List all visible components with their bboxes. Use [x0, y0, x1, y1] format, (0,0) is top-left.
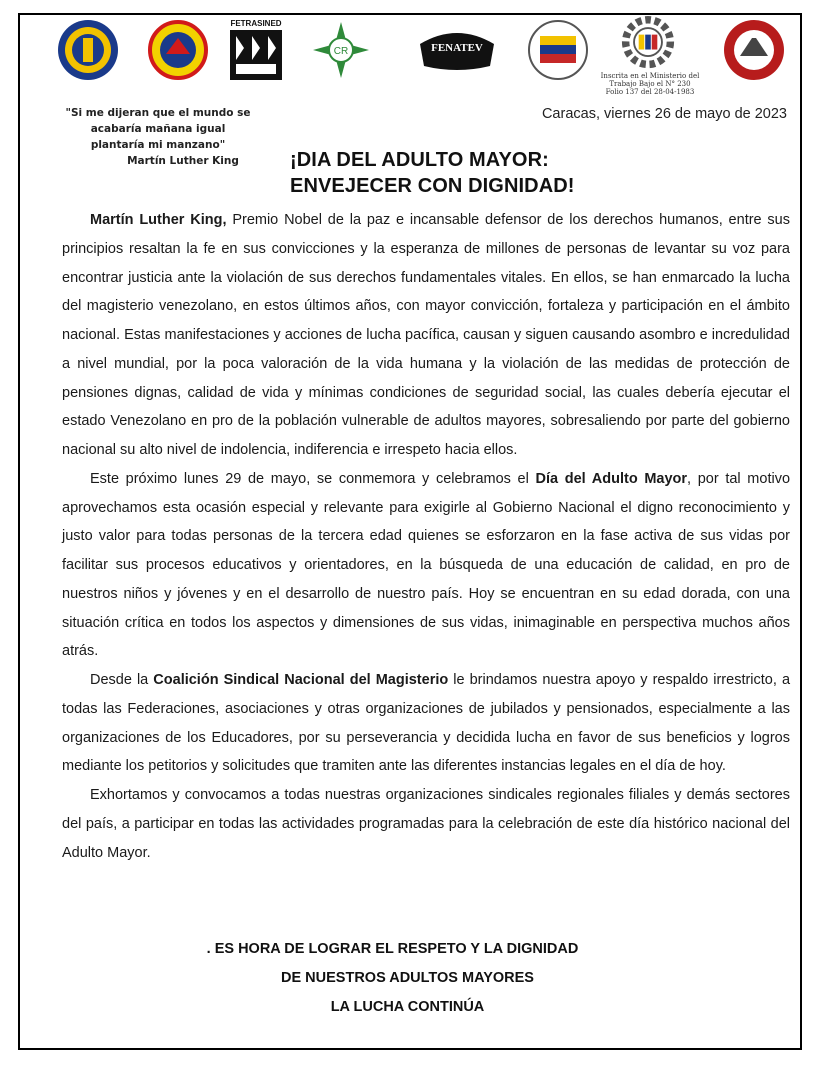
logo-7 — [618, 16, 678, 70]
closing-line-1: . ES HORA DE LOGRAR EL RESPETO Y LA DIGNIDAD — [206, 941, 579, 957]
closing-line-3: LA LUCHA CONTINÚA — [330, 999, 485, 1015]
paragraph-2-bold: Día del Adulto Mayor — [535, 470, 688, 487]
paragraph-3-before: Desde la — [90, 672, 154, 688]
closing-statement — [0, 935, 815, 1022]
quote-line-2: acabaría mañana igual — [90, 123, 226, 135]
epigraph-quote — [48, 105, 268, 169]
logo-fenatev — [412, 18, 502, 82]
logo-fetrasined — [224, 18, 288, 82]
paragraph-2 — [62, 465, 790, 666]
paragraph-1-text: Premio Nobel de la paz e incansable defensor de los derechos humanos, entre sus principios resaltan la fe en sus convicciones y la esperanza de millones de personas de levantar su voz para encontrar justicia ante la violación de sus derechos fundamentales vitales. En ellos, se han enmarcado la lucha del magisterio venezolano, en estos últimos años, con mayor convicción, fortaleza y participación en el ámbito nacional. Estas manifestaciones y acciones de lucha pacífica, causan y siguen causando asombro e incredulidad a nivel mundial, por la poca valoración de la vida humana y la violación de las medidas de protección de pensiones dignas, calidad de vida y mínimas condiciones de seguridad social, las cuales debería ejecutar el estado Venezolano en pro de la población vulnerable de adultos mayores, sobresaliendo por parte del gobierno nacional su alto nivel de indolencia, indiferencia e irrespeto hacia ellos. — [62, 212, 790, 458]
paragraph-4-text: Exhortamos y convocamos a todas nuestras organizaciones sindicales regionales filiales y demás sectores del país, a participar en todas las actividades programadas para la celebración de este día histórico nacional del Adulto Mayor. — [62, 787, 790, 861]
paragraph-1 — [62, 206, 790, 465]
quote-line-3: plantaría mi manzano" — [90, 139, 226, 151]
paragraph-3-bold: Coalición Sindical Nacional del Magisterio — [153, 672, 449, 688]
logo-6 — [526, 18, 590, 82]
logo-8 — [722, 18, 786, 82]
paragraph-3 — [62, 666, 790, 781]
quote-line-1: "Si me dijeran que el mundo se — [65, 107, 251, 119]
paragraph-3-after: le brindamos nuestra apoyo y respaldo irrestricto, a todas las Federaciones, asociaciones y otras organizaciones de jubilados y pensionados, especialmente a las organizaciones de los Educadores, por su perseverancia y decidida lucha en favor de sus beneficios y logros mediante los petitorios y solicitudes que tramiten ante las diferentes instancias legales en el día de hoy. — [62, 672, 791, 775]
logo-fetrasined-label: FETRASINED — [230, 19, 282, 28]
logo-4 — [309, 18, 373, 82]
logos-row — [34, 18, 784, 96]
quote-author: Martín Luther King — [127, 155, 239, 167]
logo-7-caption: Inscrita en el Ministerio del Trabajo Bajo el N° 230 Folio 137 del 28-04-1983 — [600, 72, 700, 96]
paragraph-1-bold: Martín Luther King, — [90, 212, 227, 228]
closing-line-2: DE NUESTROS ADULTOS MAYORES — [281, 970, 534, 986]
document-body — [62, 206, 790, 867]
logo-2 — [146, 18, 210, 82]
document-title — [290, 147, 575, 199]
svg-text:CR: CR — [333, 46, 349, 57]
title-line-2: ENVEJECER CON DIGNIDAD! — [290, 175, 575, 197]
paragraph-4 — [62, 781, 790, 867]
title-line-1: ¡DIA DEL ADULTO MAYOR: — [290, 149, 549, 171]
logo-fenatev-label: FENATEV — [431, 42, 483, 54]
document-date: Caracas, viernes 26 de mayo de 2023 — [541, 106, 787, 122]
paragraph-2-after: , por tal motivo aprovechamos esta ocasión especial y relevante para exigirle al Gobierno Nacional el digno reconocimiento y justo valor para todas personas de la tercera edad quienes se esforzaron en la fase activa de sus vidas por facilitar sus procesos educativos y orientadores, en la búsqueda de una educación de calidad, en pro de nuestros niños y jóvenes y en el desarrollo de nuestro país. Hoy se encuentran en su edad dorada, con una situación crítica en todos los aspectos y dimensiones de sus vidas, inimaginable en perspectiva muchos años atrás. — [62, 470, 791, 660]
paragraph-2-before: Este próximo lunes 29 de mayo, se conmemora y celebramos el — [90, 470, 536, 487]
logo-1 — [56, 18, 120, 82]
